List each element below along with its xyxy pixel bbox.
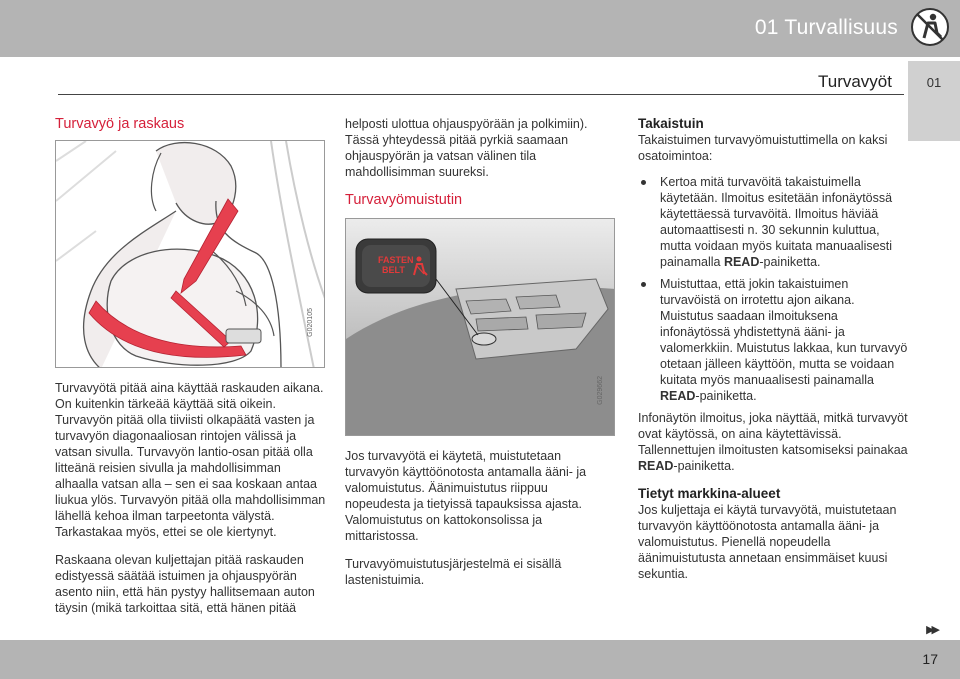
roof-console-image xyxy=(346,219,615,436)
column-left xyxy=(55,116,327,628)
list-item: Muistuttaa, että jokin takaistuimen turvavöistä on irrotettu ajon aikana. Muistutus saadaan ilmoituksena infonäytössä yhdistettynä ääni- ja valomerkkiin. Muistutus lakkaa, kun turvavyö otetaan jälleen käyttöön, mutta se voidaan kuitata myös manuaalisesti painamalla READ-painiketta. xyxy=(638,276,910,404)
continue-arrow-icon: ▶▶ xyxy=(926,624,937,636)
heading-rear-seat: Takaistuin xyxy=(638,116,704,131)
section-title: Turvavyöt xyxy=(817,72,892,91)
heading-reminder: Turvavyömuistutin xyxy=(345,192,463,208)
chapter-tab-number: 01 xyxy=(926,75,942,90)
pregnant-woman-seatbelt-image xyxy=(56,141,325,368)
fasten-belt-line1: FASTEN xyxy=(378,255,414,265)
paragraph-pregnancy-1: Turvavyötä pitää aina käyttää raskauden aikana. On kuitenkin tärkeää käyttää sitä oikein. Turvavyön pitää olla tiiviisti olkapäätä vasten ja turvavyön diagonaaliosan rintojen välissä ja vatsan sivulla. Turvavyön lantio-osan pitää olla litteänä reisien sivulla ja mahdollisimman alhaalla vatsan alla – sen ei saa koskaan antaa liukua ylös. Turvavyön pitää olla mahdollisimman lähellä kehoa ilman tarpeetonta välystä. Tarkastakaa myös, ettei se ole kiertynyt. xyxy=(55,381,326,539)
heading-markets: Tietyt markkina-alueet xyxy=(638,486,781,501)
roof-console-illustration xyxy=(345,218,615,436)
paragraph-reminder-2: Turvavyömuistutusjärjestelmä ei sisällä lastenistuimia. xyxy=(345,557,562,587)
footer-bar xyxy=(0,640,960,679)
column-right xyxy=(638,116,910,594)
rear-seat-function-list xyxy=(638,174,910,404)
paragraph-markets: Jos kuljettaja ei käytä turvavyötä, muistutetaan turvavyön käyttöönotosta antamalla ääni- ja valomuistutus. Pienellä nopeudella äänimuistutusta annetaan ensimmäiset kuusi sekuntia. xyxy=(638,503,897,581)
column-middle xyxy=(345,116,615,600)
page-number: 17 xyxy=(922,651,938,667)
seatbelt-prohibited-icon xyxy=(910,7,950,47)
paragraph-rear-intro: Takaistuimen turvavyömuistuttimella on kaksi osatoimintoa: xyxy=(638,133,888,163)
paragraph-continued: helposti ulottua ohjauspyörään ja polkimiin). Tässä yhteydessä pitää pyrkiä saamaan ohjauspyörän ja vatsan välinen tila mahdollisimman suureksi. xyxy=(345,117,588,179)
chapter-tab xyxy=(908,61,960,141)
fasten-belt-line2: BELT xyxy=(382,265,405,275)
paragraph-reminder-1: Jos turvavyötä ei käytetä, muistutetaan turvavyön käyttöönotosta antamalla ääni- ja valomuistutus. Äänimuistutus riippuu nopeudesta ja tietyissä tapauksissa ajasta. Valomuistutus on kattokonsolissa ja mittaristossa. xyxy=(345,449,587,543)
heading-pregnancy: Turvavyö ja raskaus xyxy=(55,116,185,132)
pregnancy-seatbelt-illustration xyxy=(55,140,325,368)
chapter-title: 01 Turvallisuus xyxy=(754,16,898,39)
figure-code: G029662 xyxy=(597,376,604,405)
list-item: Kertoa mitä turvavöitä takaistuimella käytetään. Ilmoitus esitetään infonäytössä käytettäessä turvavöitä. Ilmoitus häviää automaattisesti n. 30 sekunnin kuluttua, mutta voidaan myös kuitata manuaalisesti painamalla READ-painiketta. xyxy=(638,174,910,270)
paragraph-pregnancy-2: Raskaana olevan kuljettajan pitää raskauden edistyessä säätää istuimen ja ohjauspyörän asento niin, että hän pystyy hallitsemaan auton täysin (mikä tarkoittaa sitä, että hänen pitää xyxy=(55,553,315,615)
section-divider xyxy=(58,94,904,95)
paragraph-info-display: Infonäytön ilmoitus, joka näyttää, mitkä turvavyöt ovat käytössä, on aina käytettävissä. Tallennettujen ilmoitusten katsomiseksi painakaa READ-painiketta. xyxy=(638,411,908,473)
figure-code: G020105 xyxy=(307,308,314,337)
